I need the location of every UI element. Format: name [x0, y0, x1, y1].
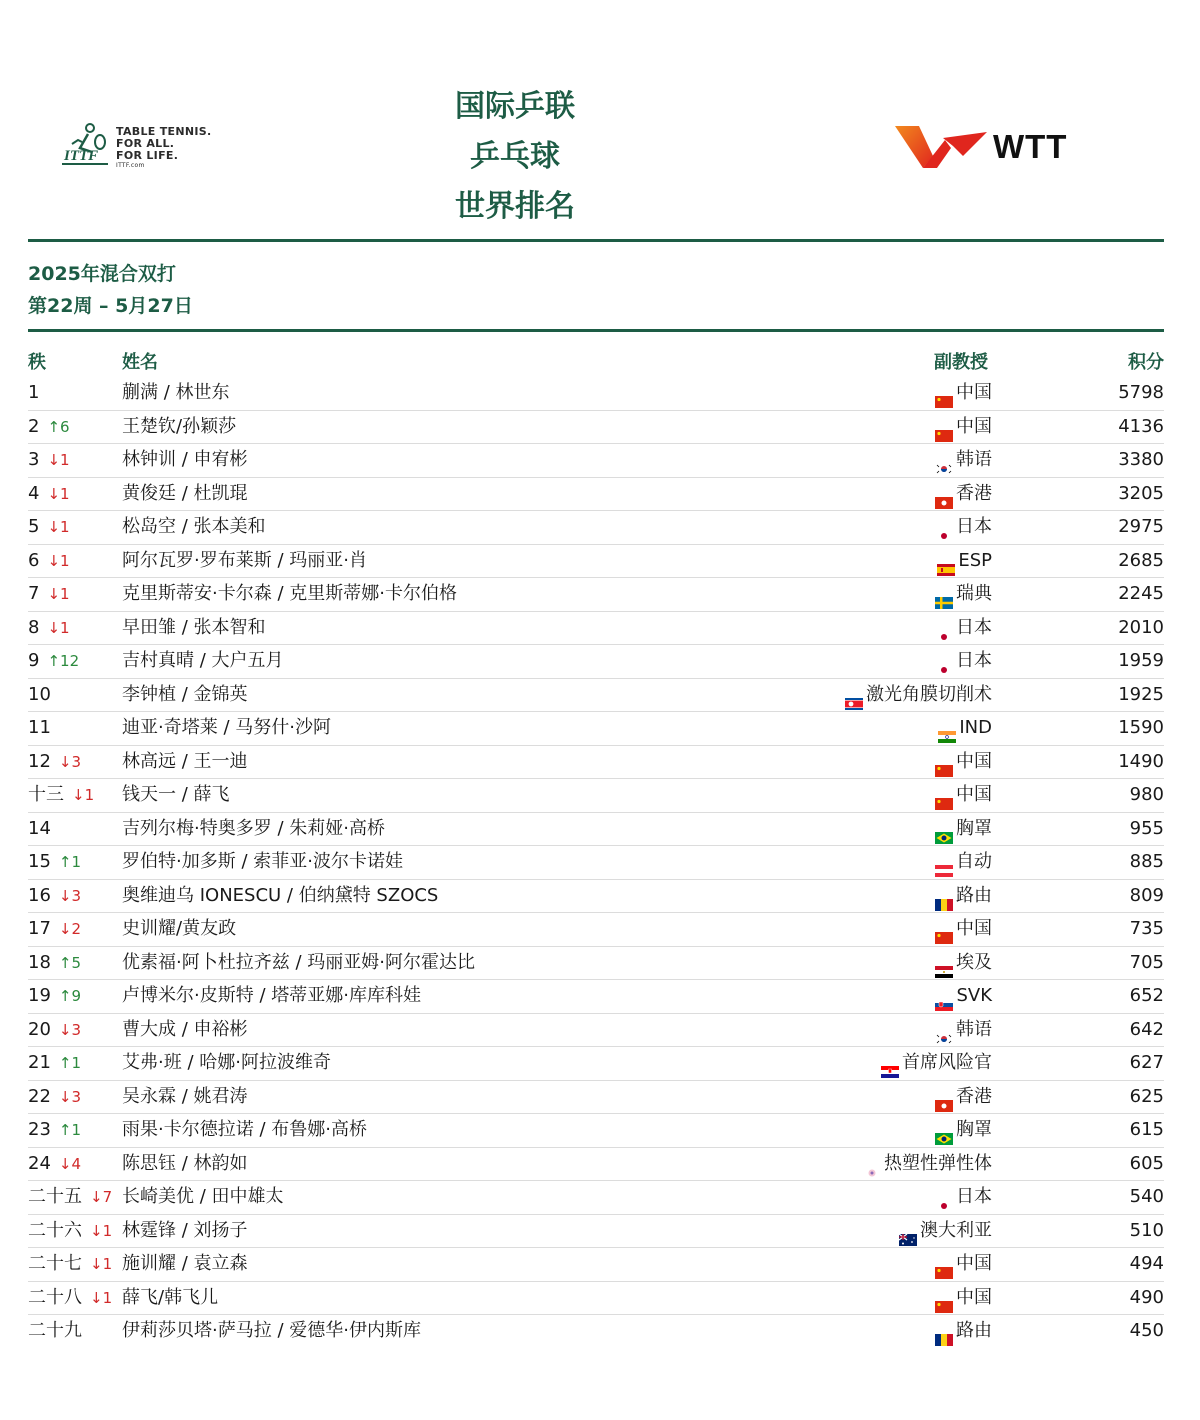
- rank-number: 16: [28, 884, 51, 906]
- player-names: 陈思钰 / 林韵如: [122, 1152, 248, 1174]
- player-names: 伊莉莎贝塔·萨马拉 / 爱德华·伊内斯库: [122, 1320, 421, 1341]
- table-row: [28, 545, 1164, 579]
- player-names: 林高远 / 王一迪: [122, 750, 248, 772]
- player-names: 罗伯特·加多斯 / 索菲亚·波尔卡诺娃: [122, 851, 403, 872]
- rank-number: 14: [28, 817, 51, 839]
- points-value: 3380: [1118, 449, 1164, 470]
- association-name: 胸罩: [956, 817, 992, 839]
- association-name: 热塑性弹性体: [884, 1152, 992, 1174]
- table-row: [28, 645, 1164, 679]
- association-name: 日本: [956, 1186, 992, 1207]
- association-name: 胸罩: [956, 1119, 992, 1140]
- rank-number: 17: [28, 918, 51, 939]
- player-names: 林钟训 / 申宥彬: [122, 449, 248, 470]
- table-row: [28, 846, 1164, 880]
- flag-ro-icon: [935, 890, 953, 902]
- rank-cell: [28, 980, 81, 1012]
- rank-down-indicator: ↓1: [47, 451, 70, 469]
- flag-hr-icon: [881, 1057, 899, 1069]
- association-name: 自动: [956, 851, 992, 872]
- table-row: [28, 1081, 1164, 1115]
- association-cell: [935, 1081, 992, 1113]
- association-cell: [935, 411, 992, 443]
- player-names: 吴永霖 / 姚君涛: [122, 1085, 248, 1107]
- association-name: 激光角膜切削术: [866, 683, 992, 705]
- flag-ro-icon: [935, 1325, 953, 1337]
- points-value: 2010: [1118, 616, 1164, 638]
- player-names: 王楚钦/孙颖莎: [122, 415, 237, 437]
- page-title: [410, 82, 620, 232]
- rank-down-indicator: ↓3: [58, 1020, 82, 1039]
- player-names: 林霆锋 / 刘扬子: [122, 1219, 248, 1241]
- rank-number: 15: [28, 851, 51, 872]
- player-names: 李钟植 / 金锦英: [122, 683, 248, 705]
- rank-number: 二十八: [28, 1286, 82, 1308]
- points-value: 1490: [1118, 750, 1164, 772]
- table-row: [28, 578, 1164, 612]
- rank-up-indicator: ↑1: [58, 1054, 82, 1072]
- table-row: [28, 612, 1164, 646]
- association-cell: [935, 377, 992, 409]
- rank-number: 6: [28, 549, 40, 571]
- rank-number: 3: [28, 449, 40, 470]
- column-header-rank: 秩: [28, 352, 46, 373]
- table-row: [28, 813, 1164, 847]
- points-value: 605: [1129, 1152, 1164, 1174]
- ittf-monogram: ITTF: [64, 148, 99, 164]
- association-cell: [935, 1014, 992, 1046]
- association-cell: [935, 578, 992, 610]
- flag-jp-icon: [935, 1191, 953, 1203]
- association-name: 香港: [956, 1085, 992, 1107]
- table-row: [28, 411, 1164, 445]
- flag-sk-icon: [935, 990, 953, 1002]
- rank-cell: [28, 545, 70, 577]
- player-names: 曹大成 / 申裕彬: [122, 1018, 248, 1040]
- points-value: 1959: [1118, 650, 1164, 671]
- player-names: 早田雏 / 张本智和: [122, 616, 266, 638]
- points-value: 450: [1129, 1320, 1164, 1341]
- points-value: 615: [1129, 1119, 1164, 1140]
- player-names: 吉村真晴 / 大户五月: [122, 650, 284, 671]
- rank-cell: [28, 746, 81, 778]
- flag-cn-icon: [935, 387, 953, 399]
- rank-number: 22: [28, 1085, 51, 1107]
- rank-cell: [28, 679, 51, 711]
- association-name: 首席风险官: [902, 1052, 992, 1073]
- player-names: 蒯满 / 林世东: [122, 382, 230, 403]
- table-row: [28, 1315, 1164, 1348]
- flag-jp-icon: [935, 521, 953, 533]
- rank-cell: [28, 1047, 81, 1079]
- association-name: 日本: [956, 650, 992, 671]
- column-header-points: 积分: [1128, 352, 1164, 373]
- rank-cell: [28, 478, 70, 510]
- association-cell: [935, 1114, 992, 1146]
- rank-number: 二十七: [28, 1253, 82, 1274]
- page-bottom-blank: [0, 1348, 1200, 1420]
- rank-down-indicator: ↓1: [47, 484, 70, 503]
- rank-number: 12: [28, 750, 51, 772]
- rank-down-indicator: ↓3: [58, 886, 82, 905]
- rank-down-indicator: ↓1: [72, 786, 95, 804]
- association-cell: [935, 746, 992, 778]
- ittf-logo: [58, 122, 228, 172]
- player-names: 施训耀 / 袁立森: [122, 1253, 248, 1274]
- rank-cell: [28, 1248, 112, 1280]
- ittf-site: ITTF.com: [116, 162, 145, 169]
- association-cell: [935, 779, 992, 811]
- table-row: [28, 377, 1164, 411]
- rank-cell: [28, 1114, 81, 1146]
- flag-es-icon: [937, 555, 955, 567]
- title-line-3: 世界排名: [455, 189, 575, 224]
- flag-hk-icon: [935, 488, 953, 500]
- rank-cell: [28, 1148, 81, 1180]
- association-name: 日本: [956, 516, 992, 537]
- association-cell: [935, 846, 992, 878]
- divider-bottom: [28, 329, 1164, 332]
- rank-number: 19: [28, 985, 51, 1006]
- rank-number: 二十六: [28, 1219, 82, 1241]
- player-names: 克里斯蒂安·卡尔森 / 克里斯蒂娜·卡尔伯格: [122, 583, 457, 604]
- rank-cell: [28, 880, 81, 912]
- table-row: [28, 746, 1164, 780]
- rank-down-indicator: ↓7: [90, 1188, 113, 1206]
- rank-number: 11: [28, 717, 51, 738]
- points-value: 642: [1129, 1018, 1164, 1040]
- points-value: 809: [1129, 884, 1164, 906]
- rank-number: 20: [28, 1018, 51, 1040]
- points-value: 885: [1129, 851, 1164, 872]
- table-row: [28, 1215, 1164, 1249]
- title-line-1: 国际乒联: [455, 89, 575, 124]
- association-name: SVK: [956, 985, 992, 1006]
- association-name: 中国: [956, 1253, 992, 1274]
- table-row: [28, 1282, 1164, 1316]
- association-name: 路由: [956, 1320, 992, 1341]
- association-cell: [935, 1282, 992, 1314]
- flag-cn-icon: [935, 756, 953, 768]
- flag-jp-icon: [935, 655, 953, 667]
- rank-cell: [28, 645, 79, 677]
- table-row: [28, 913, 1164, 947]
- association-name: 中国: [956, 382, 992, 403]
- flag-hk-icon: [935, 1091, 953, 1103]
- flag-kr-icon: [935, 1024, 953, 1036]
- player-names: 钱天一 / 薛飞: [122, 784, 230, 805]
- wtt-wordmark: WTT: [993, 128, 1068, 165]
- association-cell: [935, 1181, 992, 1213]
- rank-cell: [28, 1215, 112, 1247]
- association-name: 中国: [956, 1286, 992, 1308]
- association-name: ESP: [958, 549, 992, 571]
- flag-br-icon: [935, 823, 953, 835]
- association-name: 韩语: [956, 449, 992, 470]
- rank-down-indicator: ↓2: [58, 920, 82, 938]
- points-value: 4136: [1118, 415, 1164, 437]
- points-value: 625: [1129, 1085, 1164, 1107]
- player-names: 优素福·阿卜杜拉齐兹 / 玛丽亚姆·阿尔霍达比: [122, 951, 475, 973]
- association-name: 埃及: [956, 951, 992, 973]
- association-name: 澳大利亚: [920, 1219, 992, 1241]
- rank-up-indicator: ↑1: [58, 1121, 82, 1139]
- association-name: 瑞典: [956, 583, 992, 604]
- points-value: 955: [1129, 817, 1164, 839]
- points-value: 2245: [1118, 583, 1164, 604]
- table-row: [28, 779, 1164, 813]
- column-header-name: 姓名: [122, 352, 158, 373]
- rank-cell: [28, 377, 39, 409]
- points-value: 2685: [1118, 549, 1164, 571]
- flag-au-icon: [899, 1225, 917, 1237]
- flag-cn-icon: [935, 789, 953, 801]
- rank-number: 18: [28, 951, 51, 973]
- player-names: 迪亚·奇塔莱 / 马努什·沙阿: [122, 717, 331, 738]
- association-cell: [899, 1215, 992, 1247]
- flag-cn-icon: [935, 1292, 953, 1304]
- wtt-emblem-icon: [893, 122, 989, 172]
- association-cell: [935, 645, 992, 677]
- table-row: [28, 712, 1164, 746]
- points-value: 980: [1129, 784, 1164, 805]
- association-name: 中国: [956, 415, 992, 437]
- player-names: 长崎美优 / 田中雄太: [122, 1186, 284, 1207]
- flag-kp-icon: [845, 689, 863, 701]
- rank-cell: [28, 1081, 81, 1113]
- table-row: [28, 478, 1164, 512]
- association-cell: [935, 478, 992, 510]
- association-cell: [935, 511, 992, 543]
- rank-cell: [28, 846, 81, 878]
- ranking-table: [28, 377, 1164, 1348]
- flag-in-icon: [938, 722, 956, 734]
- ittf-tagline-1: TABLE TENNIS.: [116, 125, 212, 138]
- divider-top: [28, 239, 1164, 242]
- points-value: 540: [1129, 1186, 1164, 1207]
- rank-number: 23: [28, 1119, 51, 1140]
- flag-cn-icon: [935, 1258, 953, 1270]
- association-cell: [935, 444, 992, 476]
- ranking-week: 第22周 – 5月27日: [28, 295, 193, 317]
- rank-cell: [28, 1014, 81, 1046]
- points-value: 652: [1129, 985, 1164, 1006]
- association-cell: [935, 980, 992, 1012]
- player-names: 史训耀/黄友政: [122, 918, 237, 939]
- association-cell: [881, 1047, 992, 1079]
- association-cell: [935, 947, 992, 979]
- player-names: 奥维迪乌 IONESCU / 伯纳黛特 SZOCS: [122, 884, 439, 906]
- rank-down-indicator: ↓3: [58, 1087, 82, 1106]
- association-cell: [935, 1315, 992, 1347]
- header: [0, 0, 1200, 240]
- rank-number: 2: [28, 415, 40, 437]
- association-cell: [937, 545, 992, 577]
- association-cell: [845, 679, 992, 711]
- flag-cn-icon: [935, 421, 953, 433]
- player-names: 薛飞/韩飞儿: [122, 1286, 219, 1308]
- rank-cell: [28, 612, 70, 644]
- points-value: 1590: [1118, 717, 1164, 738]
- association-cell: [935, 813, 992, 845]
- table-row: [28, 679, 1164, 713]
- player-names: 黄俊廷 / 杜凯琨: [122, 482, 248, 504]
- player-names: 雨果·卡尔德拉诺 / 布鲁娜·高桥: [122, 1119, 367, 1140]
- association-cell: [938, 712, 992, 744]
- points-value: 705: [1129, 951, 1164, 973]
- rank-down-indicator: ↓3: [58, 752, 82, 771]
- flag-br-icon: [935, 1124, 953, 1136]
- rank-cell: [28, 913, 81, 945]
- rank-number: 21: [28, 1052, 51, 1073]
- rank-cell: [28, 1181, 112, 1213]
- points-value: 494: [1129, 1253, 1164, 1274]
- association-name: 韩语: [956, 1018, 992, 1040]
- rank-cell: [28, 511, 70, 543]
- table-row: [28, 444, 1164, 478]
- table-row: [28, 1148, 1164, 1182]
- flag-kr-icon: [935, 454, 953, 466]
- rank-number: 二十五: [28, 1186, 82, 1207]
- table-row: [28, 1181, 1164, 1215]
- table-row: [28, 1114, 1164, 1148]
- table-row: [28, 1248, 1164, 1282]
- player-names: 吉列尔梅·特奥多罗 / 朱莉娅·高桥: [122, 817, 385, 839]
- association-cell: [863, 1148, 992, 1180]
- ranking-category: 2025年混合双打: [28, 263, 176, 285]
- association-cell: [935, 1248, 992, 1280]
- points-value: 5798: [1118, 382, 1164, 403]
- flag-cn-icon: [935, 923, 953, 935]
- rank-number: 10: [28, 683, 51, 705]
- rank-cell: [28, 411, 70, 443]
- points-value: 2975: [1118, 516, 1164, 537]
- table-row: [28, 980, 1164, 1014]
- player-names: 艾弗·班 / 哈娜·阿拉波维奇: [122, 1052, 331, 1073]
- rank-down-indicator: ↓1: [90, 1255, 113, 1273]
- ittf-tagline: [116, 126, 211, 170]
- flag-jp-icon: [935, 622, 953, 634]
- rank-up-indicator: ↑12: [47, 652, 80, 670]
- association-name: IND: [959, 717, 992, 738]
- rank-down-indicator: ↓1: [90, 1221, 113, 1240]
- rank-up-indicator: ↑6: [47, 417, 70, 436]
- rank-number: 二十九: [28, 1320, 82, 1341]
- points-value: 735: [1129, 918, 1164, 939]
- rank-down-indicator: ↓1: [47, 618, 70, 637]
- association-cell: [935, 612, 992, 644]
- rank-cell: [28, 444, 70, 476]
- rank-number: 8: [28, 616, 40, 638]
- ittf-emblem-icon: [58, 122, 116, 172]
- table-row: [28, 511, 1164, 545]
- rank-up-indicator: ↑5: [58, 953, 82, 972]
- table-row: [28, 1047, 1164, 1081]
- flag-at-icon: [935, 856, 953, 868]
- player-names: 卢博米尔·皮斯特 / 塔蒂亚娜·库库科娃: [122, 985, 421, 1006]
- association-cell: [935, 880, 992, 912]
- ittf-tagline-2: FOR ALL.: [116, 137, 175, 150]
- rank-number: 24: [28, 1152, 51, 1174]
- rank-up-indicator: ↑9: [58, 987, 82, 1005]
- table-row: [28, 880, 1164, 914]
- association-name: 中国: [956, 918, 992, 939]
- association-name: 日本: [956, 616, 992, 638]
- flag-tpe-icon: [863, 1158, 881, 1170]
- rank-cell: [28, 578, 70, 610]
- rank-cell: [28, 712, 51, 744]
- rank-number: 1: [28, 382, 40, 403]
- points-value: 627: [1129, 1052, 1164, 1073]
- rank-cell: [28, 947, 81, 979]
- rank-number: 9: [28, 650, 40, 671]
- points-value: 490: [1129, 1286, 1164, 1308]
- rank-number: 十三: [28, 784, 64, 805]
- points-value: 1925: [1118, 683, 1164, 705]
- association-cell: [935, 913, 992, 945]
- points-value: 510: [1129, 1219, 1164, 1241]
- association-name: 中国: [956, 750, 992, 772]
- table-row: [28, 1014, 1164, 1048]
- rank-cell: [28, 1315, 82, 1347]
- rank-number: 4: [28, 482, 40, 504]
- association-name: 香港: [956, 482, 992, 504]
- column-header-association: 副教授: [934, 352, 988, 373]
- association-name: 中国: [956, 784, 992, 805]
- rank-down-indicator: ↓4: [58, 1154, 82, 1173]
- player-names: 阿尔瓦罗·罗布莱斯 / 玛丽亚·肖: [122, 549, 367, 571]
- rank-down-indicator: ↓1: [47, 518, 70, 536]
- ranking-subtitle: [28, 258, 193, 322]
- table-row: [28, 947, 1164, 981]
- rank-down-indicator: ↓1: [90, 1288, 113, 1307]
- ittf-tagline-3: FOR LIFE.: [116, 149, 179, 162]
- title-line-2: 乒乓球: [470, 139, 560, 174]
- rank-cell: [28, 1282, 112, 1314]
- flag-eg-icon: [935, 957, 953, 969]
- points-value: 3205: [1118, 482, 1164, 504]
- flag-se-icon: [935, 588, 953, 600]
- association-name: 路由: [956, 884, 992, 906]
- wtt-logo: [893, 122, 1088, 174]
- rank-up-indicator: ↑1: [58, 853, 82, 871]
- player-names: 松岛空 / 张本美和: [122, 516, 266, 537]
- rank-number: 7: [28, 583, 40, 604]
- rank-cell: [28, 813, 51, 845]
- rank-down-indicator: ↓1: [47, 551, 70, 570]
- rank-cell: [28, 779, 94, 811]
- rank-number: 5: [28, 516, 40, 537]
- rank-down-indicator: ↓1: [47, 585, 70, 603]
